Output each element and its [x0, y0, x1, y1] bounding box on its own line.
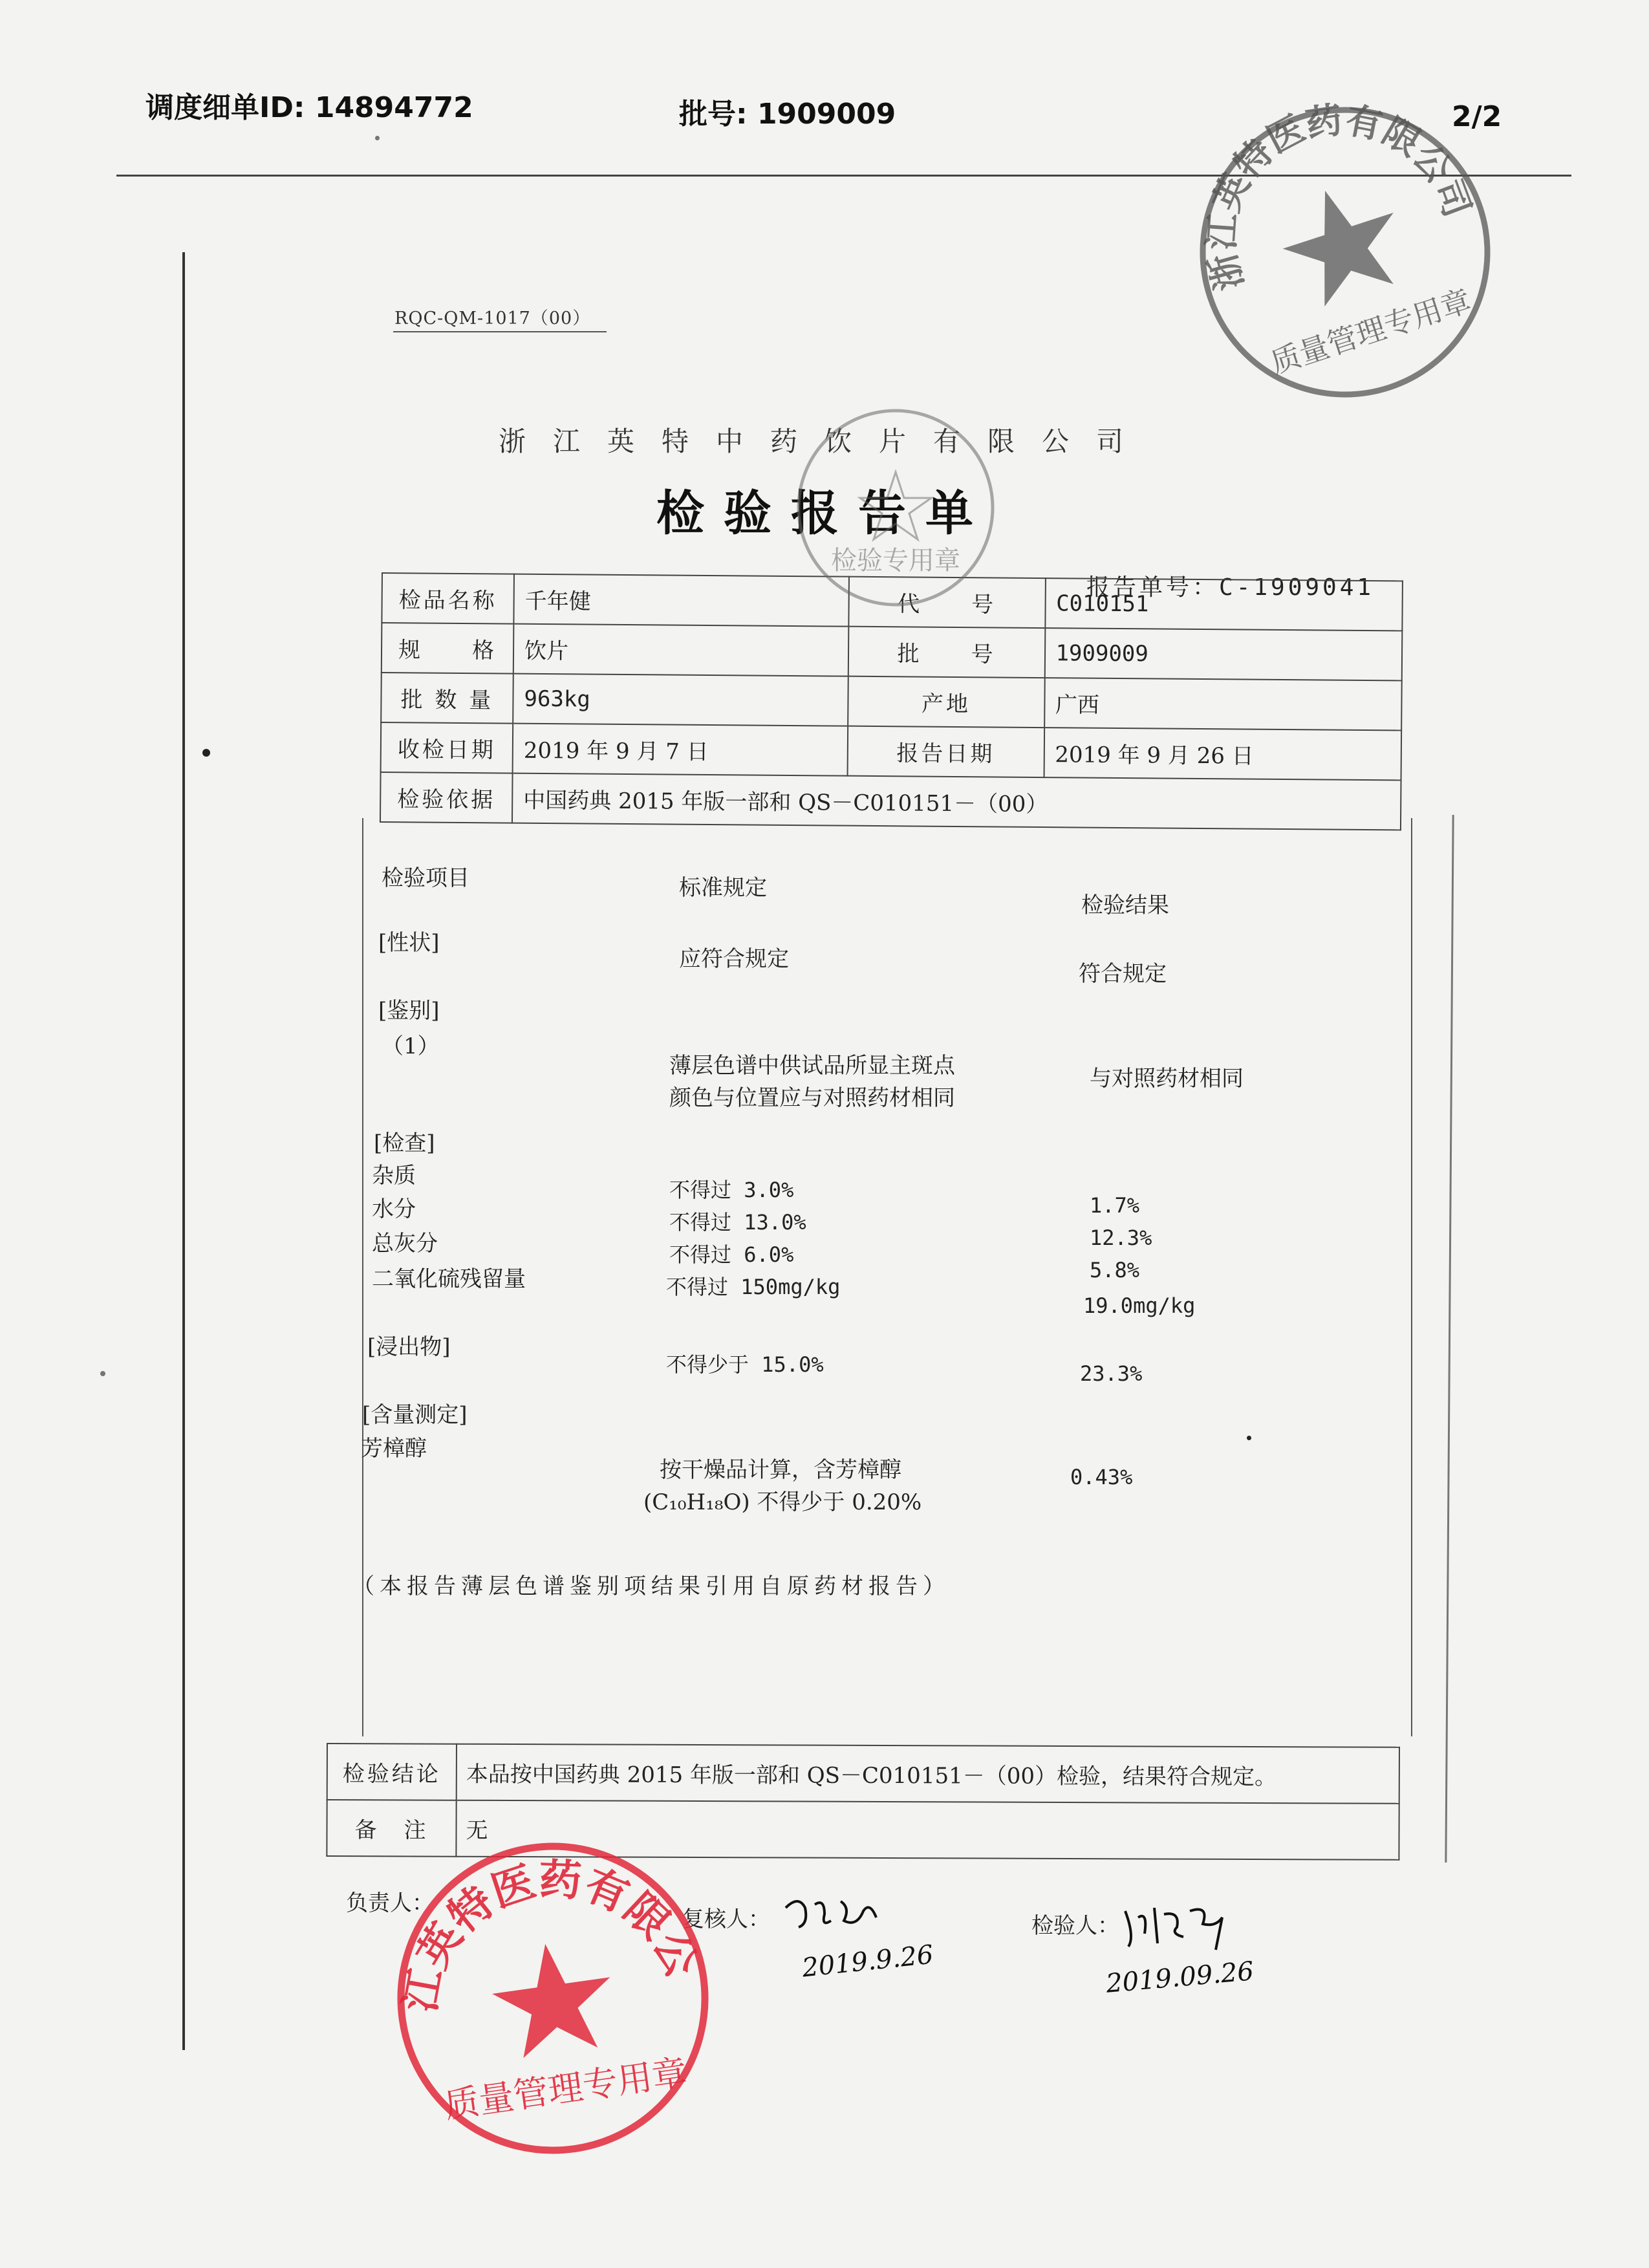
scan-speck — [375, 136, 380, 140]
identification-label: [鉴别] — [378, 998, 440, 1024]
reviewer-signature — [779, 1888, 896, 1940]
report-date-label: 报告日期 — [847, 726, 1044, 777]
assay-standard-1: 按干燥品计算，含芳樟醇 — [660, 1457, 901, 1483]
receive-date-label: 收检日期 — [381, 722, 513, 773]
document-title: 检验报告单 — [656, 486, 993, 541]
bottom-left-stamp — [385, 1830, 721, 2166]
code-value: C010151 — [1045, 578, 1403, 631]
company-name: 浙江英特中药饮片有限公司 — [498, 426, 1150, 457]
ash-result: 5.8% — [1090, 1258, 1140, 1282]
bottom-left-stamp-center-text: 质量管理专用章 — [442, 2051, 690, 2126]
conclusion-text: 本品按中国药典 2015 年版一部和 QS－C010151－（00）检验，结果符合规定。 — [457, 1744, 1399, 1804]
identification-sub: （1） — [382, 1033, 440, 1059]
column-result: 检验结果 — [1081, 892, 1169, 918]
assay-standard-2: (C₁₀H₁₈O) 不得少于 0.20% — [643, 1489, 922, 1515]
info-row — [381, 673, 1402, 730]
character-standard: 应符合规定 — [679, 946, 789, 972]
reviewer-label: 复核人： — [682, 1906, 770, 1932]
water-item: 水分 — [372, 1196, 416, 1222]
origin-label: 产地 — [848, 676, 1045, 728]
scan-speck — [1247, 1436, 1251, 1440]
assay-result: 0.43% — [1070, 1465, 1133, 1489]
bottom-left-stamp-ring-text: 浙江英特医药有限公司 — [394, 1854, 707, 2016]
top-right-stamp-ring-text: 浙江英特医药有限公司 — [1200, 98, 1478, 295]
top-right-stamp-center-text: 质量管理专用章 — [1266, 283, 1476, 381]
info-row — [381, 722, 1402, 780]
header-batch — [679, 91, 896, 132]
middle-stamp-text: 检验专用章 — [831, 546, 960, 576]
product-name-label: 检品名称 — [382, 573, 514, 624]
quantity-value: 963kg — [513, 674, 848, 726]
column-standard: 标准规定 — [679, 875, 767, 901]
quantity-label: 批 数 量 — [381, 673, 513, 724]
report-note: （本报告薄层色谱鉴别项结果引用自原药材报告） — [352, 1573, 950, 1599]
water-standard: 不得过 13.0% — [669, 1210, 806, 1235]
dispatch-id-label — [146, 84, 473, 125]
responsible-label: 负责人： — [346, 1890, 434, 1916]
form-code: RQC-QM-1017（00） — [394, 308, 591, 329]
origin-value: 广西 — [1044, 678, 1402, 730]
spec-label: 规 格 — [382, 623, 514, 674]
header-batch-number: 1909009 — [757, 98, 896, 131]
inspector-label: 检验人： — [1031, 1913, 1119, 1939]
report-date: 2019 年 9 月 26 日 — [1044, 728, 1401, 780]
remark-label: 备 注 — [327, 1800, 456, 1857]
conclusion-row — [327, 1744, 1399, 1804]
inspector-date: 2019.09.26 — [1105, 1956, 1255, 1999]
ash-item: 总灰分 — [372, 1231, 438, 1257]
form-code-underline — [393, 331, 607, 332]
basis-value: 中国药典 2015 年版一部和 QS－C010151－（00） — [512, 773, 1401, 830]
character-result: 符合规定 — [1079, 961, 1167, 987]
scan-speck — [202, 749, 210, 757]
report-number-label: 报告单号： — [1086, 574, 1220, 601]
batch-value: 1909009 — [1044, 628, 1402, 680]
impurity-result: 1.7% — [1090, 1193, 1140, 1218]
water-result: 12.3% — [1090, 1226, 1152, 1250]
identification-result: 与对照药材相同 — [1090, 1066, 1244, 1092]
assay-item: 芳樟醇 — [361, 1436, 427, 1462]
report-number-value: C-1909041 — [1219, 574, 1375, 601]
column-item: 检验项目 — [382, 865, 469, 891]
check-label: [检查] — [374, 1130, 435, 1156]
dispatch-id: 14894772 — [314, 91, 473, 124]
extract-result: 23.3% — [1080, 1361, 1143, 1386]
ash-standard: 不得过 6.0% — [669, 1242, 794, 1267]
info-row — [382, 623, 1403, 680]
code-label: 代 号 — [848, 577, 1046, 628]
extract-label: [浸出物] — [367, 1334, 451, 1360]
conclusion-label: 检验结论 — [327, 1744, 457, 1800]
top-right-stamp — [1190, 97, 1500, 407]
character-label: [性状] — [378, 930, 440, 956]
middle-stamp — [789, 401, 1002, 614]
product-name: 千年健 — [513, 574, 848, 627]
so2-result: 19.0mg/kg — [1083, 1293, 1196, 1318]
page-number: 2/2 — [1452, 100, 1502, 133]
batch-label: 批 号 — [848, 627, 1045, 678]
identification-standard-2: 颜色与位置应与对照药材相同 — [669, 1085, 955, 1111]
so2-item: 二氧化硫残留量 — [372, 1266, 526, 1292]
assay-label: [含量测定] — [362, 1402, 468, 1428]
identification-standard-1: 薄层色谱中供试品所显主斑点 — [669, 1053, 955, 1079]
extract-standard: 不得少于 15.0% — [666, 1352, 824, 1377]
inspector-signature — [1119, 1898, 1242, 1956]
scan-speck — [100, 1371, 105, 1376]
impurity-standard: 不得过 3.0% — [669, 1178, 794, 1202]
so2-standard: 不得过 150mg/kg — [666, 1275, 841, 1299]
reviewer-date: 2019.9.26 — [801, 1939, 935, 1983]
header-batch-label: 批号: — [679, 98, 748, 131]
dispatch-label: 调度细单ID: — [146, 91, 305, 124]
basis-label: 检验依据 — [380, 772, 513, 823]
spec-value: 饮片 — [513, 624, 848, 676]
impurity-item: 杂质 — [372, 1163, 416, 1189]
page-frame-right — [1445, 815, 1454, 1863]
receive-date: 2019 年 9 月 7 日 — [513, 724, 848, 776]
remark-text: 无 — [456, 1800, 1399, 1860]
